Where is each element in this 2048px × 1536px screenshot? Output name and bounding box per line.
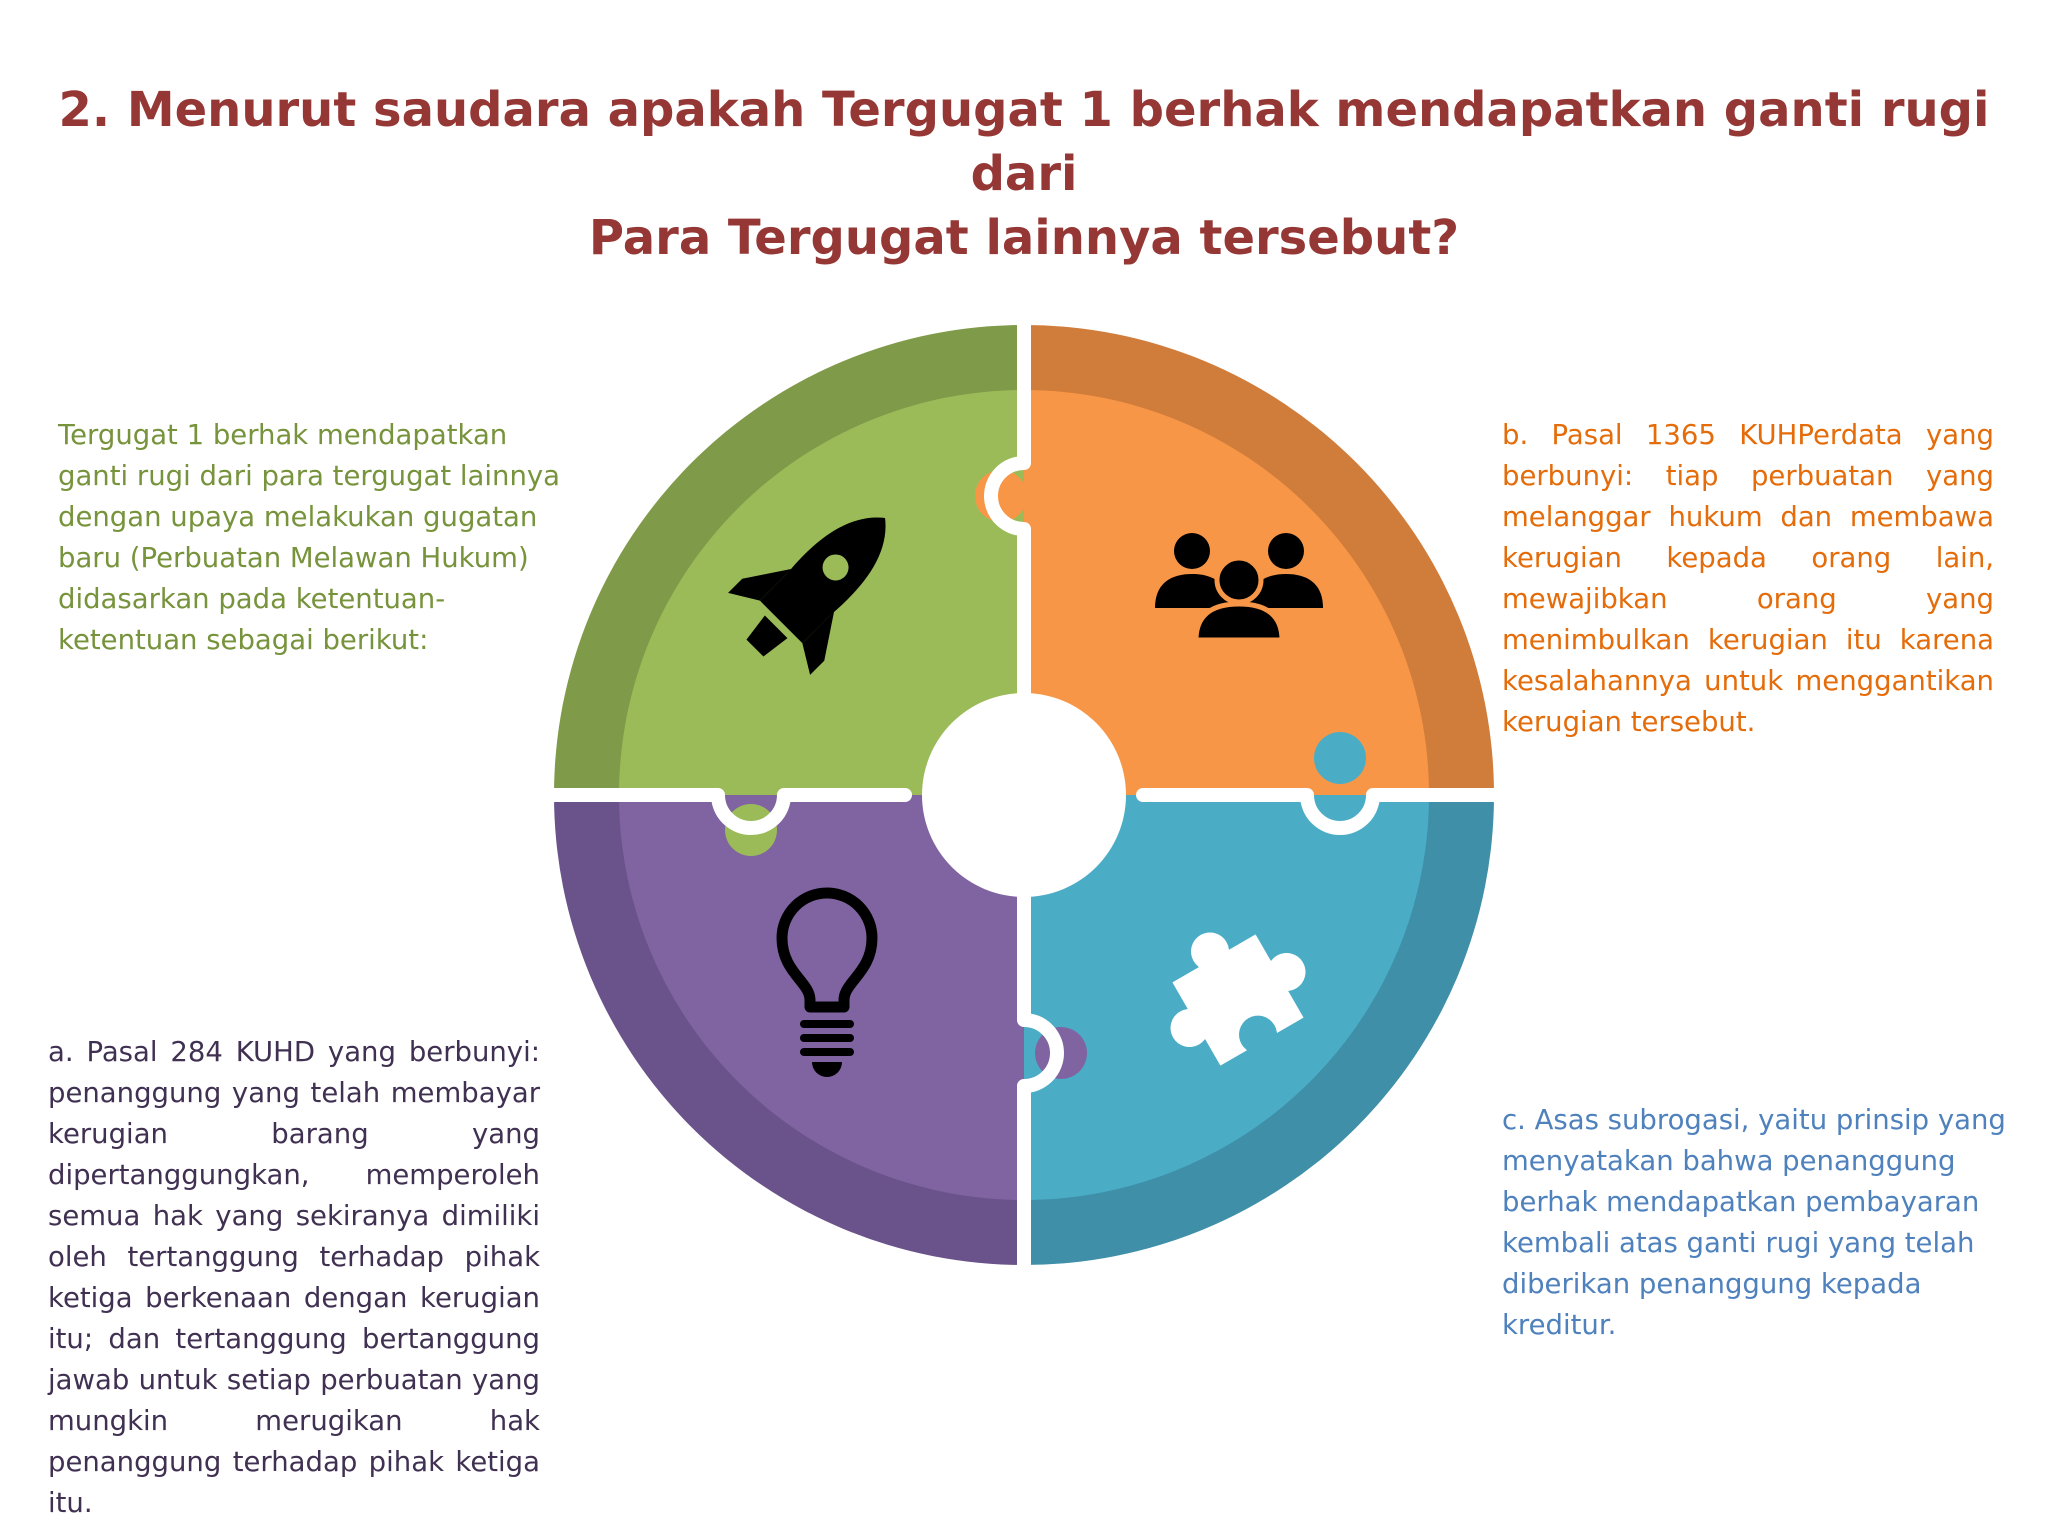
item-b-text: b. Pasal 1365 KUHPerdata yang berbunyi: tiap perbuatan yang melanggar hukum dan membawa kerugian kepada orang lain, mewajibkan orang yang menimbulkan kerugian itu karena kesalahannya untuk menggantikan kerugian tersebut.	[1502, 419, 1994, 738]
tab-green-into-purple	[725, 804, 777, 856]
tab-blue-into-orange	[1314, 732, 1366, 784]
title-line-2: Para Tergugat lainnya tersebut?	[588, 210, 1460, 266]
item-a-text: a. Pasal 284 KUHD yang berbunyi: penanggung yang telah membayar kerugian barang yang dipertanggungkan, memperoleh semua hak yang sekiranya dimiliki oleh tertanggung terhadap pihak ketiga berkenaan dengan kerugian itu; dan tertanggung bertanggung jawab untuk setiap perbuatan yang mungkin merugikan hak penanggung terhadap pihak ketiga itu.	[48, 1036, 540, 1519]
intro-text: Tergugat 1 berhak mendapatkan ganti rugi dari para tergugat lainnya dengan upaya melakukan gugatan baru (Perbuatan Melawan Hukum) didasarkan pada ketentuan-ketentuan sebagai berikut:	[58, 419, 561, 656]
title-line-1: 2. Menurut saudara apakah Tergugat 1 berhak mendapatkan ganti rugi dari	[58, 82, 1990, 202]
item-c-text: c. Asas subrogasi, yaitu prinsip yang menyatakan bahwa penanggung berhak mendapatkan pembayaran kembali atas ganti rugi yang telah diberikan penanggung kepada kreditur.	[1502, 1104, 2006, 1341]
tab-purple-into-blue	[1035, 1027, 1087, 1079]
tab-orange-into-green	[975, 470, 1027, 522]
